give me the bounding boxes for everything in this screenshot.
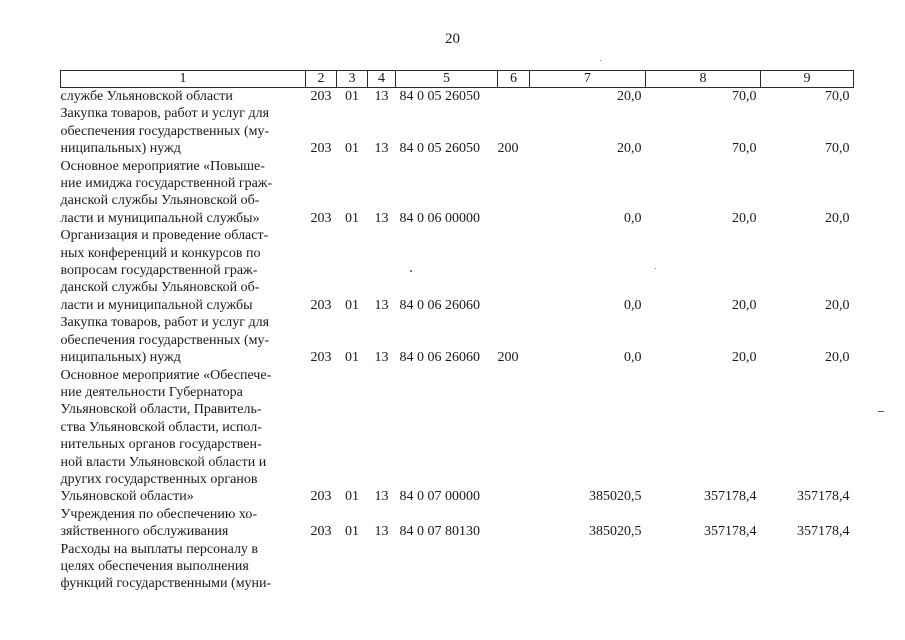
cell-value-8: 70,0 [732,89,757,104]
description-line: службе Ульяновской области [60,89,233,104]
cell-gr [306,541,337,593]
cell-csr: 84 0 05 26050 [399,141,480,157]
cell-vr [498,88,530,106]
description-line: Организация и проведение област- [60,228,269,244]
cell-gr: 203 [310,524,332,540]
column-header-5: 5 [396,71,498,88]
cell-value-7 [530,541,646,593]
cell-gr: 203 [310,210,332,226]
description-line: Закупка товаров, работ и услуг для [60,315,270,331]
cell-value-8: 357178,4 [704,524,757,540]
cell-description [61,88,306,106]
cell-description [61,314,306,366]
description-line: Расходы на выплаты персоналу в [60,541,259,557]
cell-description [61,367,306,506]
cell-csr: 84 0 06 26060 [399,297,480,313]
column-header-6: 6 [498,71,530,88]
table-row [61,541,854,593]
cell-gr: 203 [310,141,332,157]
description-line: Основное мероприятие «Повыше- [60,158,265,174]
column-header-9: 9 [761,71,854,88]
cell-pr: 13 [374,210,389,226]
cell-value-9: 70,0 [825,141,850,157]
cell-vr: 200 [497,141,519,157]
table-row [61,105,854,157]
description-line: обеспечения государственных (му- [60,123,270,139]
cell-vr [498,367,530,506]
cell-value-7: 0,0 [624,210,642,226]
cell-value-7: 385020,5 [589,524,642,540]
scan-speck [655,268,656,269]
description-line: вопросам государственной граж- [60,263,258,279]
cell-value-7: 20,0 [617,89,642,104]
cell-value-9: 357178,4 [797,489,850,505]
cell-rz: 01 [345,210,359,226]
cell-value-8: 70,0 [732,141,757,157]
description-line: целях обеспечения выполнения [60,558,249,574]
cell-rz: 01 [345,489,359,505]
cell-csr [396,541,498,593]
cell-rz: 01 [345,141,359,157]
cell-rz: 01 [345,350,359,366]
scan-speck [600,60,601,61]
cell-description [61,541,306,593]
cell-vr [498,541,530,593]
cell-rz: 01 [345,524,359,540]
table-row [61,367,854,506]
cell-gr: 203 [310,89,332,104]
cell-value-9: 20,0 [825,350,850,366]
description-line: данской службы Ульяновской об- [60,280,260,296]
cell-csr: 84 0 06 00000 [399,210,480,226]
cell-value-7: 20,0 [617,141,642,157]
column-header-1: 1 [61,71,306,88]
cell-value-9: 20,0 [825,297,850,313]
cell-csr: 84 0 07 80130 [399,524,480,540]
column-header-7: 7 [530,71,646,88]
scan-speck [878,411,884,412]
description-line: ниципальных) нужд [60,350,181,366]
cell-description [61,158,306,228]
cell-rz: 01 [345,89,359,104]
cell-gr: 203 [310,489,332,505]
cell-csr: 84 0 05 26050 [399,89,480,104]
cell-description [61,506,306,541]
cell-value-9: 20,0 [825,210,850,226]
column-header-8: 8 [646,71,761,88]
table-body [61,88,854,593]
table-row [61,88,854,106]
description-line: ниципальных) нужд [60,141,181,157]
cell-value-8: 20,0 [732,210,757,226]
cell-value-9: 357178,4 [797,524,850,540]
description-line: Ульяновской области» [60,489,194,505]
cell-value-7: 0,0 [624,350,642,366]
page-number: 20 [445,31,460,47]
budget-table [60,70,854,593]
cell-csr: 84 0 07 00000 [399,489,480,505]
scan-speck [410,270,412,272]
description-line: ных конференций и конкурсов по [60,245,261,261]
cell-value-9: 70,0 [825,89,850,104]
cell-value-8: 20,0 [732,297,757,313]
cell-rz [337,541,368,593]
table-row [61,506,854,541]
description-line: Учреждения по обеспечению хо- [60,506,257,522]
table-row [61,314,854,366]
column-header-4: 4 [368,71,396,88]
description-line: других государственных органов [60,471,258,487]
description-line: ние деятельности Губернатора [60,384,243,400]
cell-vr: 200 [497,350,519,366]
description-line: Ульяновской области, Правитель- [60,402,262,418]
cell-description [61,105,306,157]
description-line: ной власти Ульяновской области и [60,454,267,470]
description-line: ласти и муниципальной службы [60,297,253,313]
table-header-row [61,71,854,88]
description-line: ние имиджа государственной граж- [60,176,273,192]
cell-pr: 13 [374,524,389,540]
description-line: нительных органов государствен- [60,437,262,453]
description-line: обеспечения государственных (му- [60,332,270,348]
cell-vr [498,506,530,541]
description-line: ства Ульяновской области, испол- [60,419,262,435]
cell-value-7: 385020,5 [589,489,642,505]
cell-vr [498,158,530,228]
cell-gr: 203 [310,350,332,366]
cell-pr [368,541,396,593]
cell-vr [498,227,530,314]
cell-pr: 13 [374,489,389,505]
cell-pr: 13 [374,350,389,366]
table-row [61,227,854,314]
cell-rz: 01 [345,297,359,313]
cell-value-8: 357178,4 [704,489,757,505]
cell-gr: 203 [310,297,332,313]
description-line: данской службы Ульяновской об- [60,193,260,209]
cell-csr: 84 0 06 26060 [399,350,480,366]
table-row [61,158,854,228]
description-line: Основное мероприятие «Обеспече- [60,367,272,383]
description-line: ласти и муниципальной службы» [60,210,260,226]
cell-pr: 13 [374,297,389,313]
cell-value-9 [761,541,854,593]
description-line: Закупка товаров, работ и услуг для [60,106,270,122]
cell-value-8: 20,0 [732,350,757,366]
description-line: зяйственного обслуживания [60,524,229,540]
cell-description [61,227,306,314]
description-line: функций государственными (муни- [60,576,272,592]
cell-pr: 13 [374,89,389,104]
cell-pr: 13 [374,141,389,157]
cell-value-7: 0,0 [624,297,642,313]
column-header-2: 2 [306,71,337,88]
cell-value-8 [646,541,761,593]
column-header-3: 3 [337,71,368,88]
